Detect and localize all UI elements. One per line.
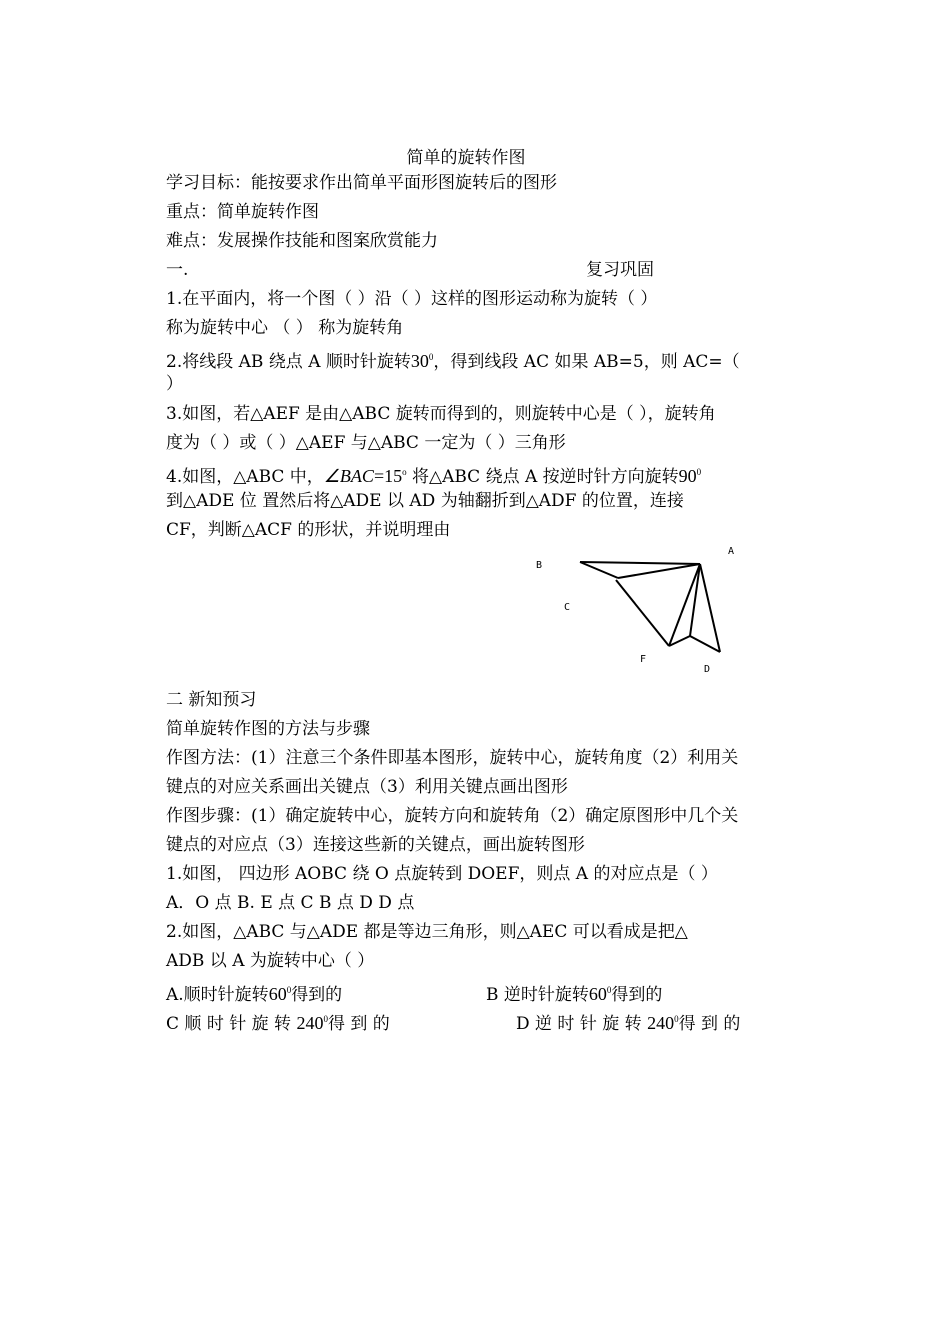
option-d-text: D 逆 时 针 旋 转 [516, 1014, 642, 1034]
q2-degree-sup: 0 [428, 352, 434, 362]
option-d-sup: 0 [674, 1014, 679, 1024]
segment-ED [690, 636, 720, 652]
label-D: D [704, 664, 711, 675]
question-3-line-1: 3.如图，若△AEF 是由△ABC 旋转而得到的，则旋转中心是（ ），旋转角 [166, 404, 716, 424]
option-b-sup: 0 [606, 985, 612, 995]
q4-angle-value: =15 [373, 466, 403, 486]
question-1-line-1: 1.在平面内，将一个图（ ）沿（ ）这样的图形运动称为旋转（ ） [166, 289, 658, 309]
question-4-line-2: 到△ADE 位 置然后将△ADE 以 AD 为轴翻折到△ADF 的位置，连接 [166, 491, 684, 511]
section-name: 复习巩固 [586, 260, 654, 280]
question-3-line-2: 度为（ ）或（ ）△AEF 与△ABC 一定为（ ）三角形 [166, 433, 566, 453]
steps-line-2: 键点的对应点（3）连接这些新的关键点，画出旋转图形 [166, 835, 585, 855]
method-line-1: 作图方法：(1）注意三个条件即基本图形，旋转中心，旋转角度（2）利用关 [166, 748, 739, 768]
page-title: 简单的旋转作图 [406, 148, 526, 168]
option-c-text: C 顺 时 针 旋 转 [166, 1014, 292, 1034]
method-title: 简单旋转作图的方法与步骤 [166, 719, 370, 739]
label-A: A [728, 546, 735, 557]
practice-2-line-2: ADB 以 A 为旋转中心（ ） [166, 951, 375, 971]
section-heading-review [166, 259, 786, 281]
steps-line-1: 作图步骤：(1）确定旋转中心，旋转方向和旋转角（2）确定原图形中几个关 [166, 806, 739, 826]
question-4-line-3: CF，判断△ACF 的形状，并说明理由 [166, 520, 451, 540]
option-c [166, 1014, 390, 1034]
key-point: 重点：简单旋转作图 [166, 202, 319, 222]
q4-angle: ∠BAC [323, 466, 374, 486]
label-B: B [536, 560, 543, 571]
option-a [166, 985, 342, 1005]
option-c-sup: 0 [323, 1014, 328, 1024]
practice-1-question: 1.如图， 四边形 AOBC 绕 O 点旋转到 DOEF，则点 A 的对应点是（ ） [166, 864, 718, 884]
learning-goal: 学习目标：能按要求作出简单平面形图旋转后的图形 [166, 173, 557, 193]
question-2-line-1 [166, 346, 786, 373]
q2-text-b: ，得到线段 AC 如果 AB=5，则 AC=（ [433, 352, 740, 372]
q4-degree-value: 90 [678, 466, 697, 486]
option-b-degree: 60 [588, 984, 607, 1004]
q4-degree-sup: 0 [696, 467, 702, 477]
question-4-line-1 [166, 461, 786, 488]
q2-degree [411, 351, 434, 371]
segment-BC [580, 562, 618, 578]
q4-text-b: 将△ABC 绕点 A 按逆时针方向旋转 [406, 467, 679, 487]
section-heading-preview: 二 新知预习 [166, 690, 257, 710]
practice-2-options-ab [166, 979, 786, 1006]
option-d-post: 得 到 的 [678, 1014, 741, 1034]
question-2-line-2: ） [166, 374, 183, 394]
practice-2-options-cd [166, 1008, 786, 1035]
method-line-2: 键点的对应关系画出关键点（3）利用关键点画出图形 [166, 777, 568, 797]
q4-angle-sup: o [402, 467, 407, 477]
option-c-degree: 240 [296, 1013, 324, 1033]
option-b-text: B 逆时针旋转 [486, 985, 589, 1005]
q2-text-a: 2.将线段 AB 绕点 A 顺时针旋转 [166, 352, 411, 372]
option-b-post: 得到的 [611, 985, 663, 1005]
option-b [486, 979, 662, 1006]
option-a-text: A.顺时针旋转 [166, 985, 269, 1005]
option-a-degree: 60 [268, 984, 287, 1004]
difficulty: 难点：发展操作技能和图案欣赏能力 [166, 231, 438, 251]
segment-CF [616, 580, 669, 646]
label-F: F [640, 654, 647, 665]
segment-AD [700, 564, 720, 652]
q4-text-a: 4.如图，△ABC 中， [166, 467, 324, 487]
option-c-post: 得 到 的 [327, 1014, 390, 1034]
rotation-figure [528, 540, 748, 680]
practice-2-line-1: 2.如图，△ABC 与△ADE 都是等边三角形，则△AEC 可以看成是把△ [166, 922, 688, 942]
segment-AF [669, 564, 700, 646]
option-d [516, 1008, 740, 1035]
option-a-post: 得到的 [291, 985, 343, 1005]
segment-CA [618, 564, 700, 578]
segment-BA [580, 562, 700, 564]
practice-1-options: A．O 点 B. E 点 C B 点 D D 点 [166, 893, 415, 913]
q2-degree-value: 30 [410, 351, 429, 371]
label-C: C [564, 602, 571, 613]
question-1-line-2: 称为旋转中心 （ ） 称为旋转角 [166, 318, 404, 338]
option-d-degree: 240 [647, 1013, 675, 1033]
option-a-sup: 0 [286, 985, 292, 995]
section-number: 一. [166, 260, 189, 280]
